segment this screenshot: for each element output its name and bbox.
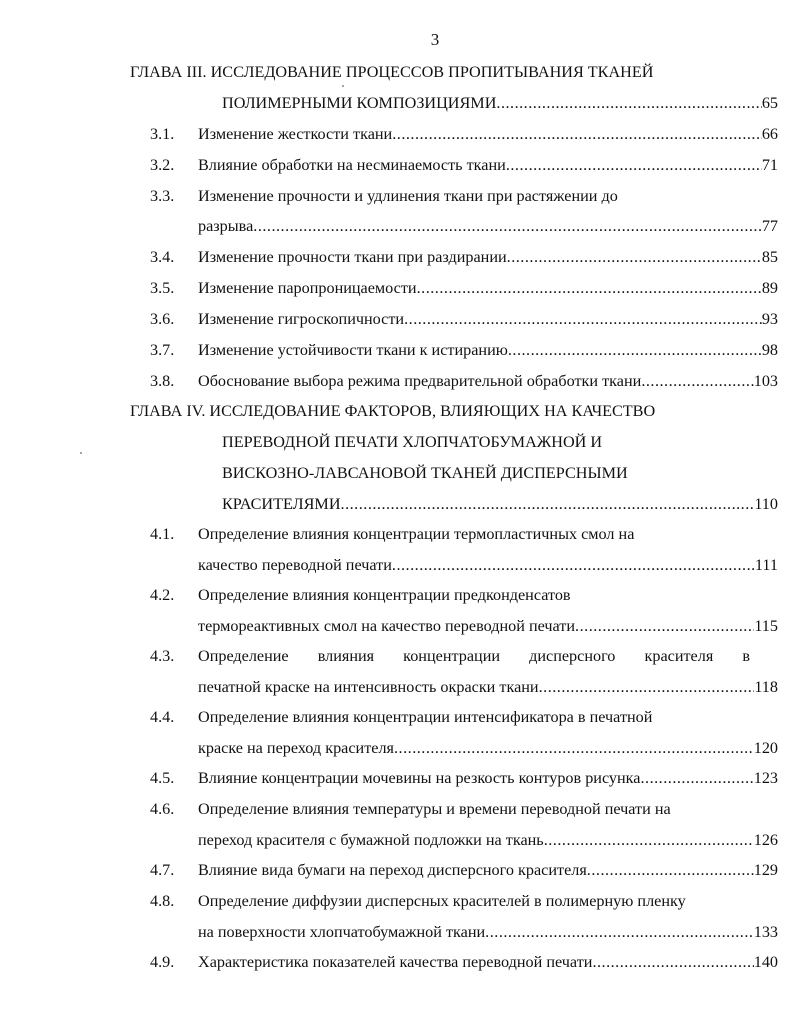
section-number: 4.2. <box>150 586 175 604</box>
section-title: Обоснование выбора режима предварительной обработки ткани <box>198 372 642 390</box>
section-title: Влияние вида бумаги на переход дисперсного красителя <box>198 861 587 879</box>
chapter4-heading-line2: ПЕРЕВОДНОЙ ПЕЧАТИ ХЛОПЧАТОБУМАЖНОЙ И <box>222 433 603 451</box>
section-number: 3.5. <box>150 279 175 297</box>
section-number: 4.1. <box>150 525 175 543</box>
section-page: 123 <box>753 769 778 787</box>
section-number: 3.7. <box>150 341 175 359</box>
section-title: Влияние обработки на несминаемость ткани <box>198 156 506 174</box>
section-number: 4.5. <box>150 769 175 787</box>
section-title: Характеристика показателей качества переводной печати <box>198 953 593 971</box>
section-number: 4.7. <box>150 861 175 879</box>
toc-entry <box>198 309 778 329</box>
section-title: Изменение паропроницаемости <box>198 279 417 297</box>
section-page: 71 <box>761 156 778 174</box>
section-title: Влияние концентрации мочевины на резкость контуров рисунка <box>198 769 641 787</box>
chapter4-page: 110 <box>754 495 778 513</box>
section-number: 3.3. <box>150 187 175 205</box>
section-title-line1: Определение влияния концентрации предконденсатов <box>198 586 571 604</box>
section-title-line1: Определение влияния концентрации термопластичных смол на <box>198 525 635 543</box>
section-page: 129 <box>753 861 778 879</box>
chapter4-heading-line1: ГЛАВА IV. ИССЛЕДОВАНИЕ ФАКТОРОВ, ВЛИЯЮЩИХ НА КАЧЕСТВО <box>130 402 656 420</box>
section-page: 120 <box>753 739 778 757</box>
toc-entry <box>198 278 778 298</box>
section-page: 93 <box>761 310 778 328</box>
section-number: 4.8. <box>150 892 175 910</box>
toc-entry <box>198 555 778 575</box>
section-title-line1: Определение диффузии дисперсных красителей в полимерную пленку <box>198 892 686 910</box>
section-number: 3.2. <box>150 156 175 174</box>
toc-entry <box>198 860 778 880</box>
page-number: 3 <box>430 30 440 49</box>
section-number: 3.4. <box>150 248 175 266</box>
section-page: 140 <box>753 953 778 971</box>
toc-entry <box>198 922 778 942</box>
section-title-line2: краске на переход красителя <box>198 739 394 757</box>
section-title: Изменение устойчивости ткани к истиранию <box>198 341 508 359</box>
section-number: 4.6. <box>150 800 175 818</box>
section-title-line2: разрыва <box>198 217 254 235</box>
section-title: Изменение прочности ткани при раздирании <box>198 248 507 266</box>
section-page: 77 <box>761 217 778 235</box>
section-page: 118 <box>754 678 778 696</box>
chapter4-heading-line4 <box>222 494 778 514</box>
section-page: 66 <box>761 125 778 143</box>
section-title-line2: на поверхности хлопчатобумажной ткани <box>198 923 486 941</box>
section-number: 3.6. <box>150 310 175 328</box>
section-title-line1: Определение влияния температуры и времени переводной печати на <box>198 800 671 818</box>
chapter3-heading-text: ПОЛИМЕРНЫМИ КОМПОЗИЦИЯМИ <box>222 94 497 112</box>
toc-entry <box>198 738 778 758</box>
section-title-line2: качество переводной печати <box>198 556 392 574</box>
scan-speck <box>342 85 344 87</box>
section-page: 89 <box>761 279 778 297</box>
toc-entry <box>198 768 778 788</box>
scan-speck <box>80 452 82 454</box>
section-title-line2: переход красителя с бумажной подложки на ткань <box>198 831 544 849</box>
section-title-line1: Определение влияния концентрации дисперсного красителя в <box>198 647 750 665</box>
toc-entry <box>198 124 778 144</box>
section-page: 103 <box>753 372 778 390</box>
section-title-line1: Определение влияния концентрации интенсификатора в печатной <box>198 708 653 726</box>
section-page: 126 <box>753 831 778 849</box>
section-title: Изменение гигроскопичности <box>198 310 405 328</box>
chapter4-heading-line3: ВИСКОЗНО-ЛАВСАНОВОЙ ТКАНЕЙ ДИСПЕРСНЫМИ <box>222 464 628 482</box>
section-number: 4.4. <box>150 708 175 726</box>
toc-entry <box>198 216 778 236</box>
section-title: Изменение жесткости ткани <box>198 125 393 143</box>
section-page: 111 <box>754 556 778 574</box>
chapter3-page: 65 <box>761 94 778 112</box>
section-number: 4.9. <box>150 953 175 971</box>
chapter3-heading-line1: ГЛАВА III. ИССЛЕДОВАНИЕ ПРОЦЕССОВ ПРОПИТЫВАНИЯ ТКАНЕЙ <box>130 63 654 81</box>
section-page: 85 <box>761 248 778 266</box>
chapter4-heading-text: КРАСИТЕЛЯМИ <box>222 495 341 513</box>
toc-entry <box>198 247 778 267</box>
toc-entry <box>198 340 778 360</box>
toc-entry <box>198 616 778 636</box>
toc-entry <box>198 830 778 850</box>
chapter3-heading-line2 <box>222 93 778 113</box>
section-number: 3.1. <box>150 125 175 143</box>
section-page: 98 <box>761 341 778 359</box>
toc-entry <box>198 371 778 391</box>
toc-entry <box>198 677 778 697</box>
toc-entry <box>198 952 778 972</box>
section-number: 4.3. <box>150 647 175 665</box>
section-number: 3.8. <box>150 372 175 390</box>
section-title-line2: печатной краске на интенсивность окраски ткани <box>198 678 539 696</box>
section-page: 115 <box>754 617 778 635</box>
section-title-line1: Изменение прочности и удлинения ткани при растяжении до <box>198 187 618 205</box>
toc-entry <box>198 155 778 175</box>
section-page: 133 <box>753 923 778 941</box>
section-title-line2: термореактивных смол на качество переводной печати <box>198 617 576 635</box>
